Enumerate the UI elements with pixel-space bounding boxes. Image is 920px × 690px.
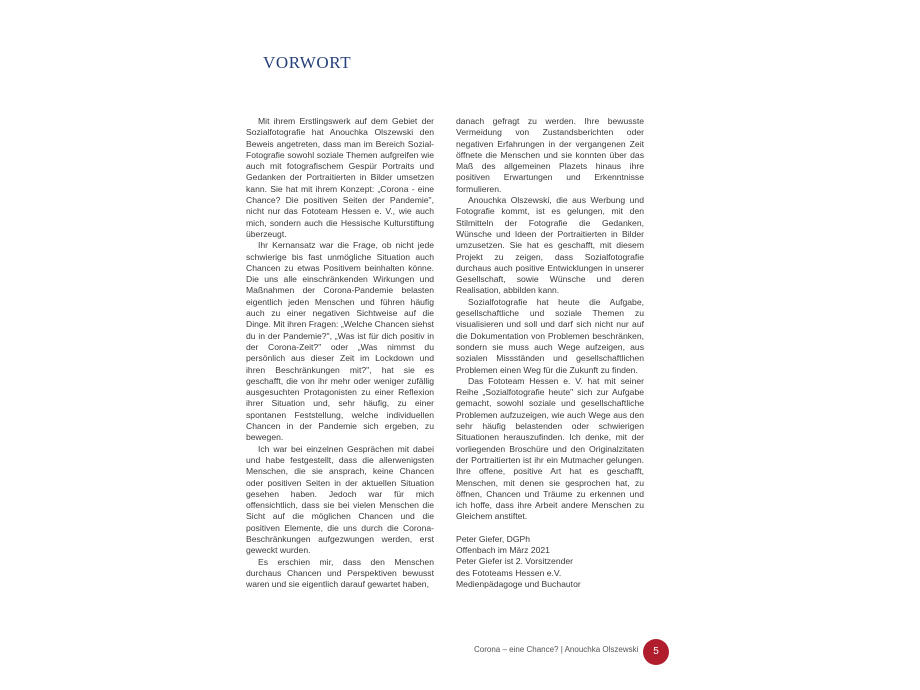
signature-line: Peter Giefer, DGPh xyxy=(456,533,531,544)
paragraph: Es erschien mir, dass den Menschen durchaus Chancen und Perspektiven bewusst waren und sie eigentlich darauf gewartet haben, xyxy=(246,556,434,590)
signature-block xyxy=(456,534,644,590)
right-text-column xyxy=(456,116,644,590)
left-text-column xyxy=(246,116,434,590)
paragraph: Das Fototeam Hessen e. V. hat mit seiner Reihe „Sozialfotografie heute" sich zur Aufgabe gemacht, sowohl soziale und gesellschaftliche Problemen aufzuzeigen, wie auch Wege aus den sehr häufig belastenden oder schwierigen Situationen herauszufinden. Ich denke, mit der vorliegenden Broschüre und den Originalzitaten der Portraitierten ist ihr ein Mutmacher gelungen. Ihre offene, positive Art hat es geschafft, Menschen, mit denen sie gesprochen hat, zu öffnen, Chancen und Träume zu erkennen und ich hoffe, dass ihre Arbeit andere Menschen zu Gleichem anstiftet. xyxy=(456,375,644,522)
paragraph: Ich war bei einzelnen Gesprächen mit dabei und habe festgestellt, dass die allerwenigsten Menschen, die sie ansprach, keine Chancen oder positiven Seiten in der aktuellen Situation gesehen haben. Jedoch war für mich offensichtlich, dass sie bei vielen Menschen die Sicht auf die möglichen Chancen und die positiven Elemente, die uns durch die Corona-Beschränkungen aufgezwungen werden, erst geweckt wurden. xyxy=(246,443,434,556)
signature-line: Peter Giefer ist 2. Vorsitzender xyxy=(456,556,574,567)
paragraph: Ihr Kernansatz war die Frage, ob nicht jede schwierige bis fast unmögliche Situation auch Chancen zu etwas Positivem beinhalten könne. Die uns alle einschränkenden Wirkungen und Maßnahmen der Corona-Pandemie belasten eigentlich jeden Menschen und führen häufig auch zu einer negativen Sichtweise auf die Dinge. Mit ihren Fragen: „Welche Chancen siehst du in der Pandemie?", „Was ist für dich positiv in der Corona-Zeit?" oder „Was nimmst du persönlich aus dieser Zeit im Lockdown und ihren Beschränkungen mit?", hat sie es geschafft, die von ihr mehr oder weniger zufällig ausgesuchten Protagonisten zu einer Reflexion ihrer Situation und, sehr häufig, zu einer spontanen Feststellung, welche individuellen Chancen in der Pandemie sich ergeben, zu bewegen. xyxy=(246,240,434,443)
paragraph: Mit ihrem Erstlingswerk auf dem Gebiet der Sozialfotografie hat Anouchka Olszewski den Beweis angetreten, dass man im Bereich Sozial-Fotografie sowohl soziale Themen aufgreifen wie auch mit fotografischem Gespür Portraits und Gedanken der Portraitierten in Bilder umsetzen kann. Sie hat mit ihrem Konzept: „Corona - eine Chance? Die positiven Seiten der Pandemie", nicht nur das Fototeam Hessen e. V., wie auch mich, sondern auch die Hessische Kulturstiftung überzeugt. xyxy=(246,116,434,239)
paragraph: danach gefragt zu werden. Ihre bewusste Vermeidung von Zustandsberichten oder negativen Erfahrungen in der vergangenen Zeit öffnete die Menschen und sie konnten über das Maß des allgemeinen Plazets hinaus ihre positiven Erwartungen und Erkenntnisse formulieren. xyxy=(456,116,644,194)
footer-text: Corona – eine Chance? | Anouchka Olszewski xyxy=(474,645,639,654)
page-title: VORWORT xyxy=(263,53,352,72)
paragraph: Sozialfotografie hat heute die Aufgabe, gesellschaftliche und soziale Themen zu visualisieren und soll und darf sich nicht nur auf die Dokumentation von Problemen beschränken, sondern sie muss auch Wege aufzeigen, aus sozialen Missständen und gesellschaftlichen Problemen einen Weg für die Zukunft zu finden. xyxy=(456,296,644,375)
page-number-badge: 5 xyxy=(643,639,669,665)
paragraph: Anouchka Olszewski, die aus Werbung und Fotografie kommt, ist es gelungen, mit den Stilmitteln der Fotografie die Gedanken, Wünsche und Ideen der Portraitierten in Bilder umzusetzen. Sie hat es geschafft, mit diesem Projekt zu zeigen, dass Sozialfotografie durchaus auch positive Entwicklungen in unserer Gesellschaft, sowie Wünsche und deren Realisation, abbilden kann. xyxy=(456,195,644,296)
signature-line: des Fototeams Hessen e.V. xyxy=(456,567,562,578)
signature-line: Offenbach im März 2021 xyxy=(456,544,550,555)
signature-line: Medienpädagoge und Buchautor xyxy=(456,578,581,589)
